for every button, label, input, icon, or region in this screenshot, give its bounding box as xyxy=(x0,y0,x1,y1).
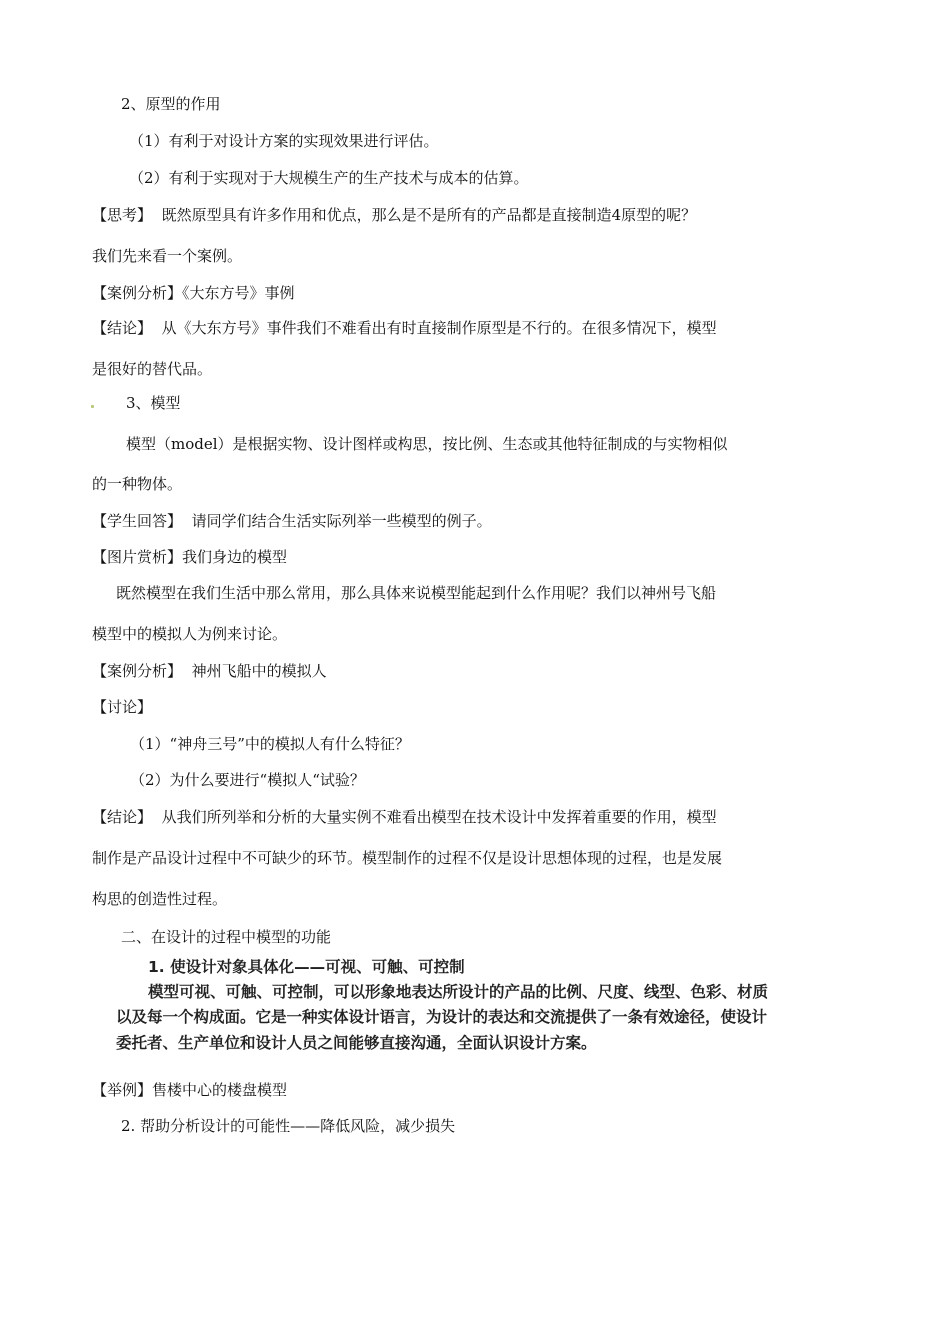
prototype-role-point-1: （1）有利于对设计方案的实现效果进行评估。 xyxy=(129,132,439,150)
case-analysis-1 xyxy=(92,283,295,303)
prototype-role-point-2: （2）有利于实现对于大规模生产的生产技术与成本的估算。 xyxy=(129,169,529,187)
function-item-1-line-3: 委托者、生产单位和设计人员之间能够直接沟通，全面认识设计方案。 xyxy=(116,1034,597,1052)
student-answer-text: 请同学们结合生活实际列举一些模型的例子。 xyxy=(191,512,492,530)
example xyxy=(92,1080,287,1100)
think-label: 【思考】 xyxy=(92,206,153,224)
intro-paragraph-line-2: 模型中的模拟人为例来讨论。 xyxy=(92,625,288,643)
picture-appreciation xyxy=(92,547,287,567)
picture-appreciation-text: 我们身边的模型 xyxy=(182,548,288,566)
speck-mark xyxy=(91,405,94,408)
example-text: 售楼中心的楼盘模型 xyxy=(152,1081,288,1099)
case-analysis-2-label: 【案例分析】 xyxy=(92,662,183,680)
conclusion-1-continuation: 是很好的替代品。 xyxy=(92,360,213,378)
section-heading-prototype-role: 2、原型的作用 xyxy=(121,95,221,113)
think-continuation: 我们先来看一个案例。 xyxy=(92,247,243,265)
conclusion-2 xyxy=(92,807,717,827)
case-analysis-2 xyxy=(92,661,327,681)
think-text: 既然原型具有许多作用和优点，那么是不是所有的产品都是直接制造4原型的呢？ xyxy=(161,206,697,224)
conclusion-1-label: 【结论】 xyxy=(92,319,153,337)
conclusion-2-line-2: 制作是产品设计过程中不可缺少的环节。模型制作的过程不仅是设计思想体现的过程，也是发展 xyxy=(92,849,723,867)
discussion-question-1: （1）“神舟三号”中的模拟人有什么特征？ xyxy=(130,735,410,753)
case-analysis-2-text: 神州飞船中的模拟人 xyxy=(191,662,327,680)
section-heading-model: 3、模型 xyxy=(126,394,181,412)
function-item-1-line-2: 以及每一个构成面。它是一种实体设计语言，为设计的表达和交流提供了一条有效途径，使设计 xyxy=(116,1008,768,1026)
student-answer-label: 【学生回答】 xyxy=(92,512,183,530)
conclusion-2-line-3: 构思的创造性过程。 xyxy=(92,890,228,908)
case-analysis-1-text: 《大东方号》事例 xyxy=(182,284,295,302)
function-item-1-line-1: 模型可视、可触、可控制，可以形象地表达所设计的产品的比例、尺度、线型、色彩、材质 xyxy=(148,983,769,1001)
think-paragraph xyxy=(92,205,696,225)
model-definition-line-1: 模型（model）是根据实物、设计图样或构思，按比例、生态或其他特征制成的与实物相似 xyxy=(126,435,728,453)
example-label: 【举例】 xyxy=(92,1081,153,1099)
case-analysis-1-label: 【案例分析】 xyxy=(92,284,183,302)
student-answer xyxy=(92,511,492,531)
discussion-question-2: （2）为什么要进行“模拟人“试验？ xyxy=(130,771,365,789)
conclusion-2-line-1: 从我们所列举和分析的大量实例不难看出模型在技术设计中发挥着重要的作用，模型 xyxy=(161,808,717,826)
discussion-label: 【讨论】 xyxy=(92,698,153,716)
function-item-2-title: 2. 帮助分析设计的可能性——降低风险，减少损失 xyxy=(121,1117,456,1135)
section-heading-functions: 二、在设计的过程中模型的功能 xyxy=(121,928,332,946)
intro-paragraph-line-1: 既然模型在我们生活中那么常用，那么具体来说模型能起到什么作用呢？我们以神州号飞船 xyxy=(116,584,717,602)
conclusion-1 xyxy=(92,318,717,338)
model-definition-line-2: 的一种物体。 xyxy=(92,475,183,493)
conclusion-2-label: 【结论】 xyxy=(92,808,153,826)
conclusion-1-text: 从《大东方号》事件我们不难看出有时直接制作原型是不行的。在很多情况下，模型 xyxy=(161,319,717,337)
function-item-1-title: 1. 使设计对象具体化——可视、可触、可控制 xyxy=(148,958,465,976)
picture-appreciation-label: 【图片赏析】 xyxy=(92,548,183,566)
